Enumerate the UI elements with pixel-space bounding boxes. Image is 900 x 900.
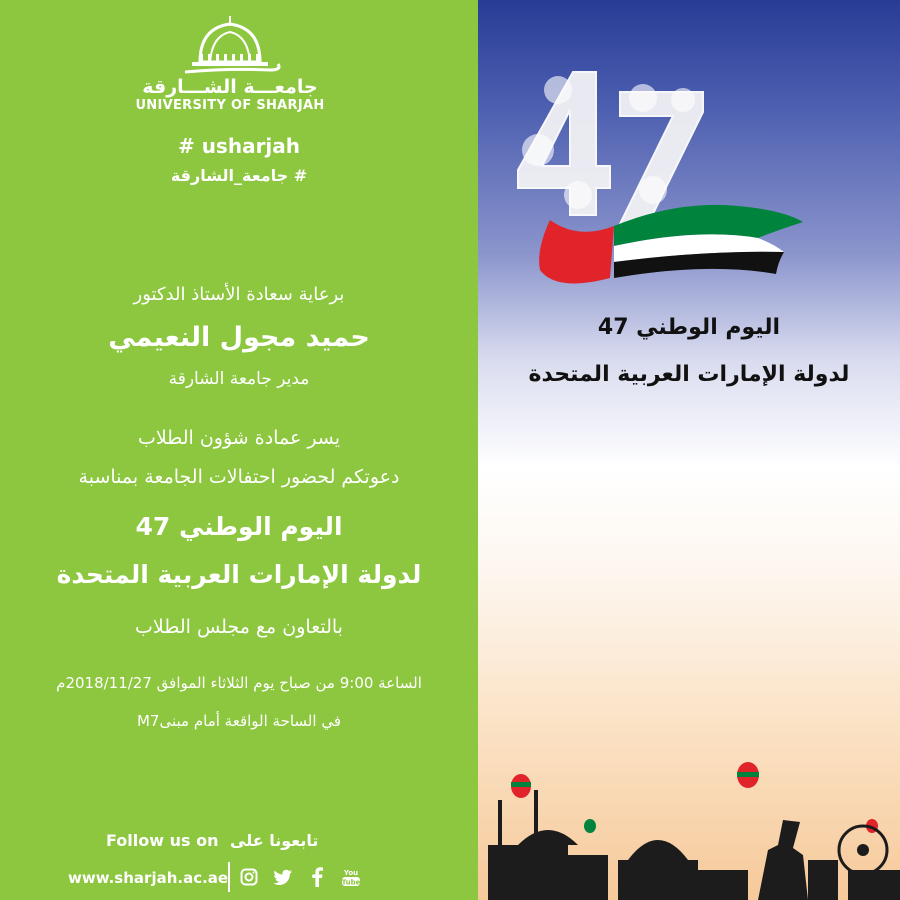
occasion-subtitle: لدولة الإمارات العربية المتحدة <box>56 560 422 589</box>
social-links <box>238 866 362 888</box>
event-time: الساعة 9:00 من صباح يوم الثلاثاء الموافق 2018/11/27م <box>56 674 422 692</box>
logo-arabic-text: جامعـــة الشـــارقة <box>142 76 318 98</box>
event-place: في الساحة الواقعة أمام مبنىM7 <box>136 712 341 730</box>
follow-us-arabic: تابعونا على <box>230 831 319 850</box>
instagram-icon[interactable] <box>238 866 260 888</box>
city-skyline <box>488 790 900 900</box>
follow-us-english: Follow us on <box>106 831 219 850</box>
uae-flag <box>539 205 803 284</box>
svg-text:Tube: Tube <box>341 878 361 887</box>
poster-artwork <box>478 0 900 900</box>
host-line: يسر عمادة شؤون الطلاب <box>137 427 341 449</box>
poster-title: اليوم الوطني 47 <box>597 315 781 340</box>
svg-text:You: You <box>343 869 359 877</box>
website-link[interactable]: www.sharjah.ac.ae <box>68 869 229 887</box>
follow-us <box>100 831 318 850</box>
poster-panel <box>478 0 900 900</box>
twitter-icon[interactable] <box>272 866 294 888</box>
university-logo <box>120 14 340 114</box>
footer-divider <box>228 862 230 892</box>
dome-icon <box>170 14 290 76</box>
patronage-line: برعاية سعادة الأستاذ الدكتور <box>133 284 345 305</box>
cooperation-line: بالتعاون مع مجلس الطلاب <box>135 616 343 638</box>
hashtag-english: # usharjah <box>177 134 301 158</box>
poster-subtitle: لدولة الإمارات العربية المتحدة <box>528 362 850 387</box>
facebook-icon[interactable] <box>306 866 328 888</box>
hashtag-arabic: # جامعة_الشارقة <box>170 166 308 185</box>
hot-air-balloons <box>511 762 878 833</box>
patron-name: حميد مجول النعيمي <box>108 322 370 353</box>
patron-title: مدير جامعة الشارقة <box>168 369 310 389</box>
logo-english-text: UNIVERSITY OF SHARJAH <box>135 98 325 113</box>
youtube-icon[interactable] <box>340 866 362 888</box>
occasion-title: اليوم الوطني 47 <box>135 512 343 541</box>
invite-line: دعوتكم لحضور احتفالات الجامعة بمناسبة <box>78 466 400 488</box>
